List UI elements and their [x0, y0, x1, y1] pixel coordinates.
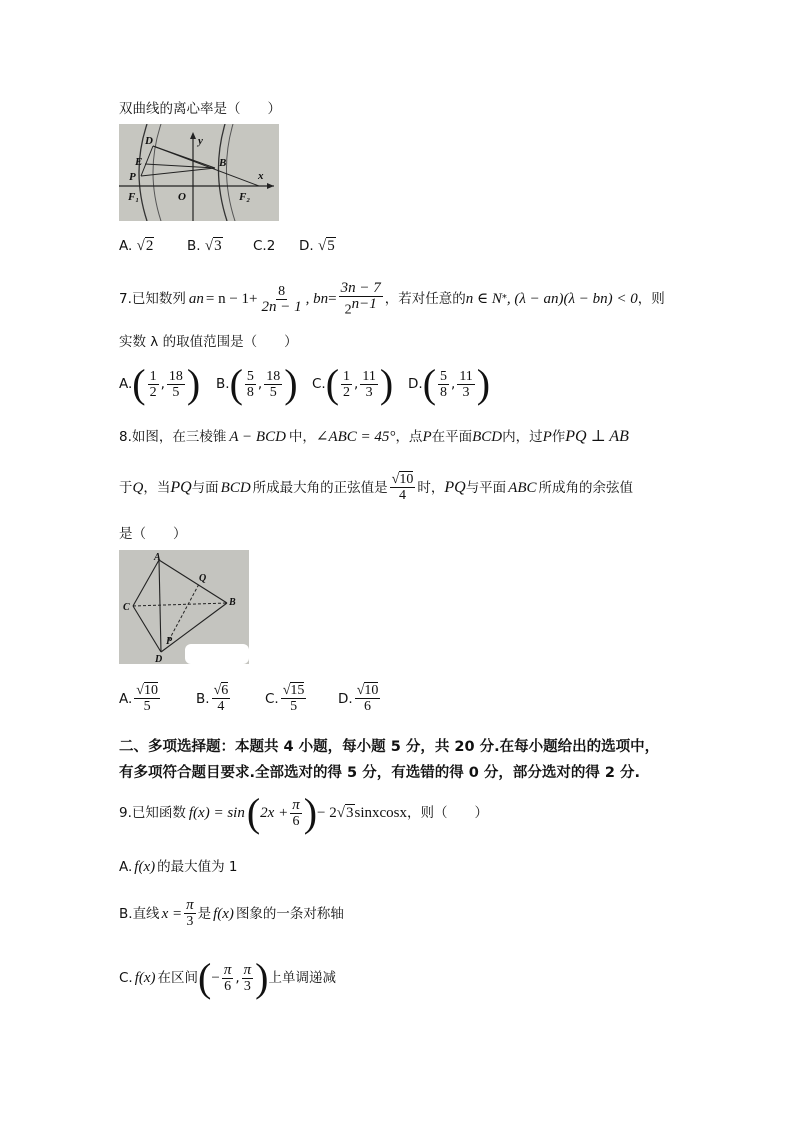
label-P: P	[129, 171, 136, 183]
q7-option-c: C. ( $\frac{1}{2}$ , $\frac{11}{3}$ )	[312, 361, 394, 406]
q9-option-a: A. f(x) 的最大值为 1	[119, 859, 238, 875]
q8-option-d: D. $\frac{√10}{6}$	[338, 683, 379, 714]
q8-option-c: C. $\frac{√15}{5}$	[265, 683, 305, 714]
q9-stem: 9. 已知函数 f(x) = sin ( 2x + $\frac{\pi}{6}$ ) − 2 √3 sinxcosx ，则（ ）	[119, 790, 488, 835]
label-x: x	[258, 170, 264, 182]
q6-option-c: C.2	[253, 238, 276, 254]
tetrahedron-figure	[119, 550, 249, 664]
label-Q: Q	[199, 573, 207, 584]
label-E: E	[135, 156, 143, 168]
section2-line2: 有多项符合题目要求.全部选对的得 5 分，有选错的得 0 分，部分选对的得 2 分.	[119, 765, 641, 781]
label-B: B	[229, 597, 236, 608]
label-P: P	[166, 636, 173, 647]
label-D: D	[145, 135, 153, 147]
white-patch	[185, 644, 249, 664]
q7-option-a: A. ( $\frac{1}{2}$ , $\frac{18}{5}$ )	[119, 361, 201, 406]
q8-option-a: A. $\frac{√10}{5}$	[119, 683, 158, 714]
q7-option-d: D. ( $\frac{5}{8}$ , $\frac{11}{3}$ )	[408, 361, 491, 406]
q7-option-b: B. ( $\frac{5}{8}$ , $\frac{18}{5}$ )	[216, 361, 298, 406]
label-C: C	[123, 602, 130, 613]
q7-stem-line1: 7. 已知数列 a n = n − 1+ $\frac{8}{2n - 1}$ , b n = $\frac{3n - 7}{2^{n-1}}$ ，若对任意的 n ∈ N * , (λ − a n )(λ − b n ) < 0 ，则	[119, 280, 665, 318]
q6-option-d: D. √5	[299, 238, 335, 254]
q8-stem-line1: 8. 如图，在三棱锥 A − BCD 中， ∠ABC = 45° ，点 P 在平面 BCD 内，过 P 作 PQ ⊥ AB	[119, 428, 629, 445]
q8-option-b: B. $\frac{√6}{4}$	[196, 683, 229, 714]
q8-stem-line3: 是（ ）	[119, 526, 187, 542]
label-O: O	[178, 191, 186, 203]
label-F1: F₁	[128, 191, 140, 203]
q9-option-c: C. f(x) 在区间 ( − $\frac{\pi}{6}$ , $\frac{\pi}{3}$ ) 上单调递减	[119, 955, 336, 1000]
label-F2: F₂	[239, 191, 251, 203]
label-B: B	[219, 157, 227, 169]
label-D: D	[155, 654, 163, 664]
q7-stem-line2: 实数 λ 的取值范围是（ ）	[119, 334, 298, 350]
q6-option-a: A. √2	[119, 238, 154, 254]
tetrahedron-diagram	[119, 550, 249, 664]
q8-stem-line2: 于 Q ，当 PQ 与面 BCD 所成最大角的正弦值是 $\frac{√10}{4}$ 时， PQ 与平面 ABC 所成角的余弦值	[119, 472, 634, 503]
hyperbola-diagram	[119, 124, 279, 221]
q6-stem-tail: 双曲线的离心率是（ ）	[119, 101, 281, 117]
label-y: y	[198, 135, 203, 147]
q9-option-b: B. 直线 x = $\frac{\pi}{3}$ 是 f(x) 图象的一条对称轴	[119, 897, 344, 929]
hyperbola-figure	[119, 124, 279, 221]
label-A: A	[154, 552, 161, 563]
q6-option-b: B. √3	[187, 238, 222, 254]
section2-line1: 二、多项选择题：本题共 4 小题，每小题 5 分，共 20 分.在每小题给出的选项中，	[119, 739, 660, 755]
